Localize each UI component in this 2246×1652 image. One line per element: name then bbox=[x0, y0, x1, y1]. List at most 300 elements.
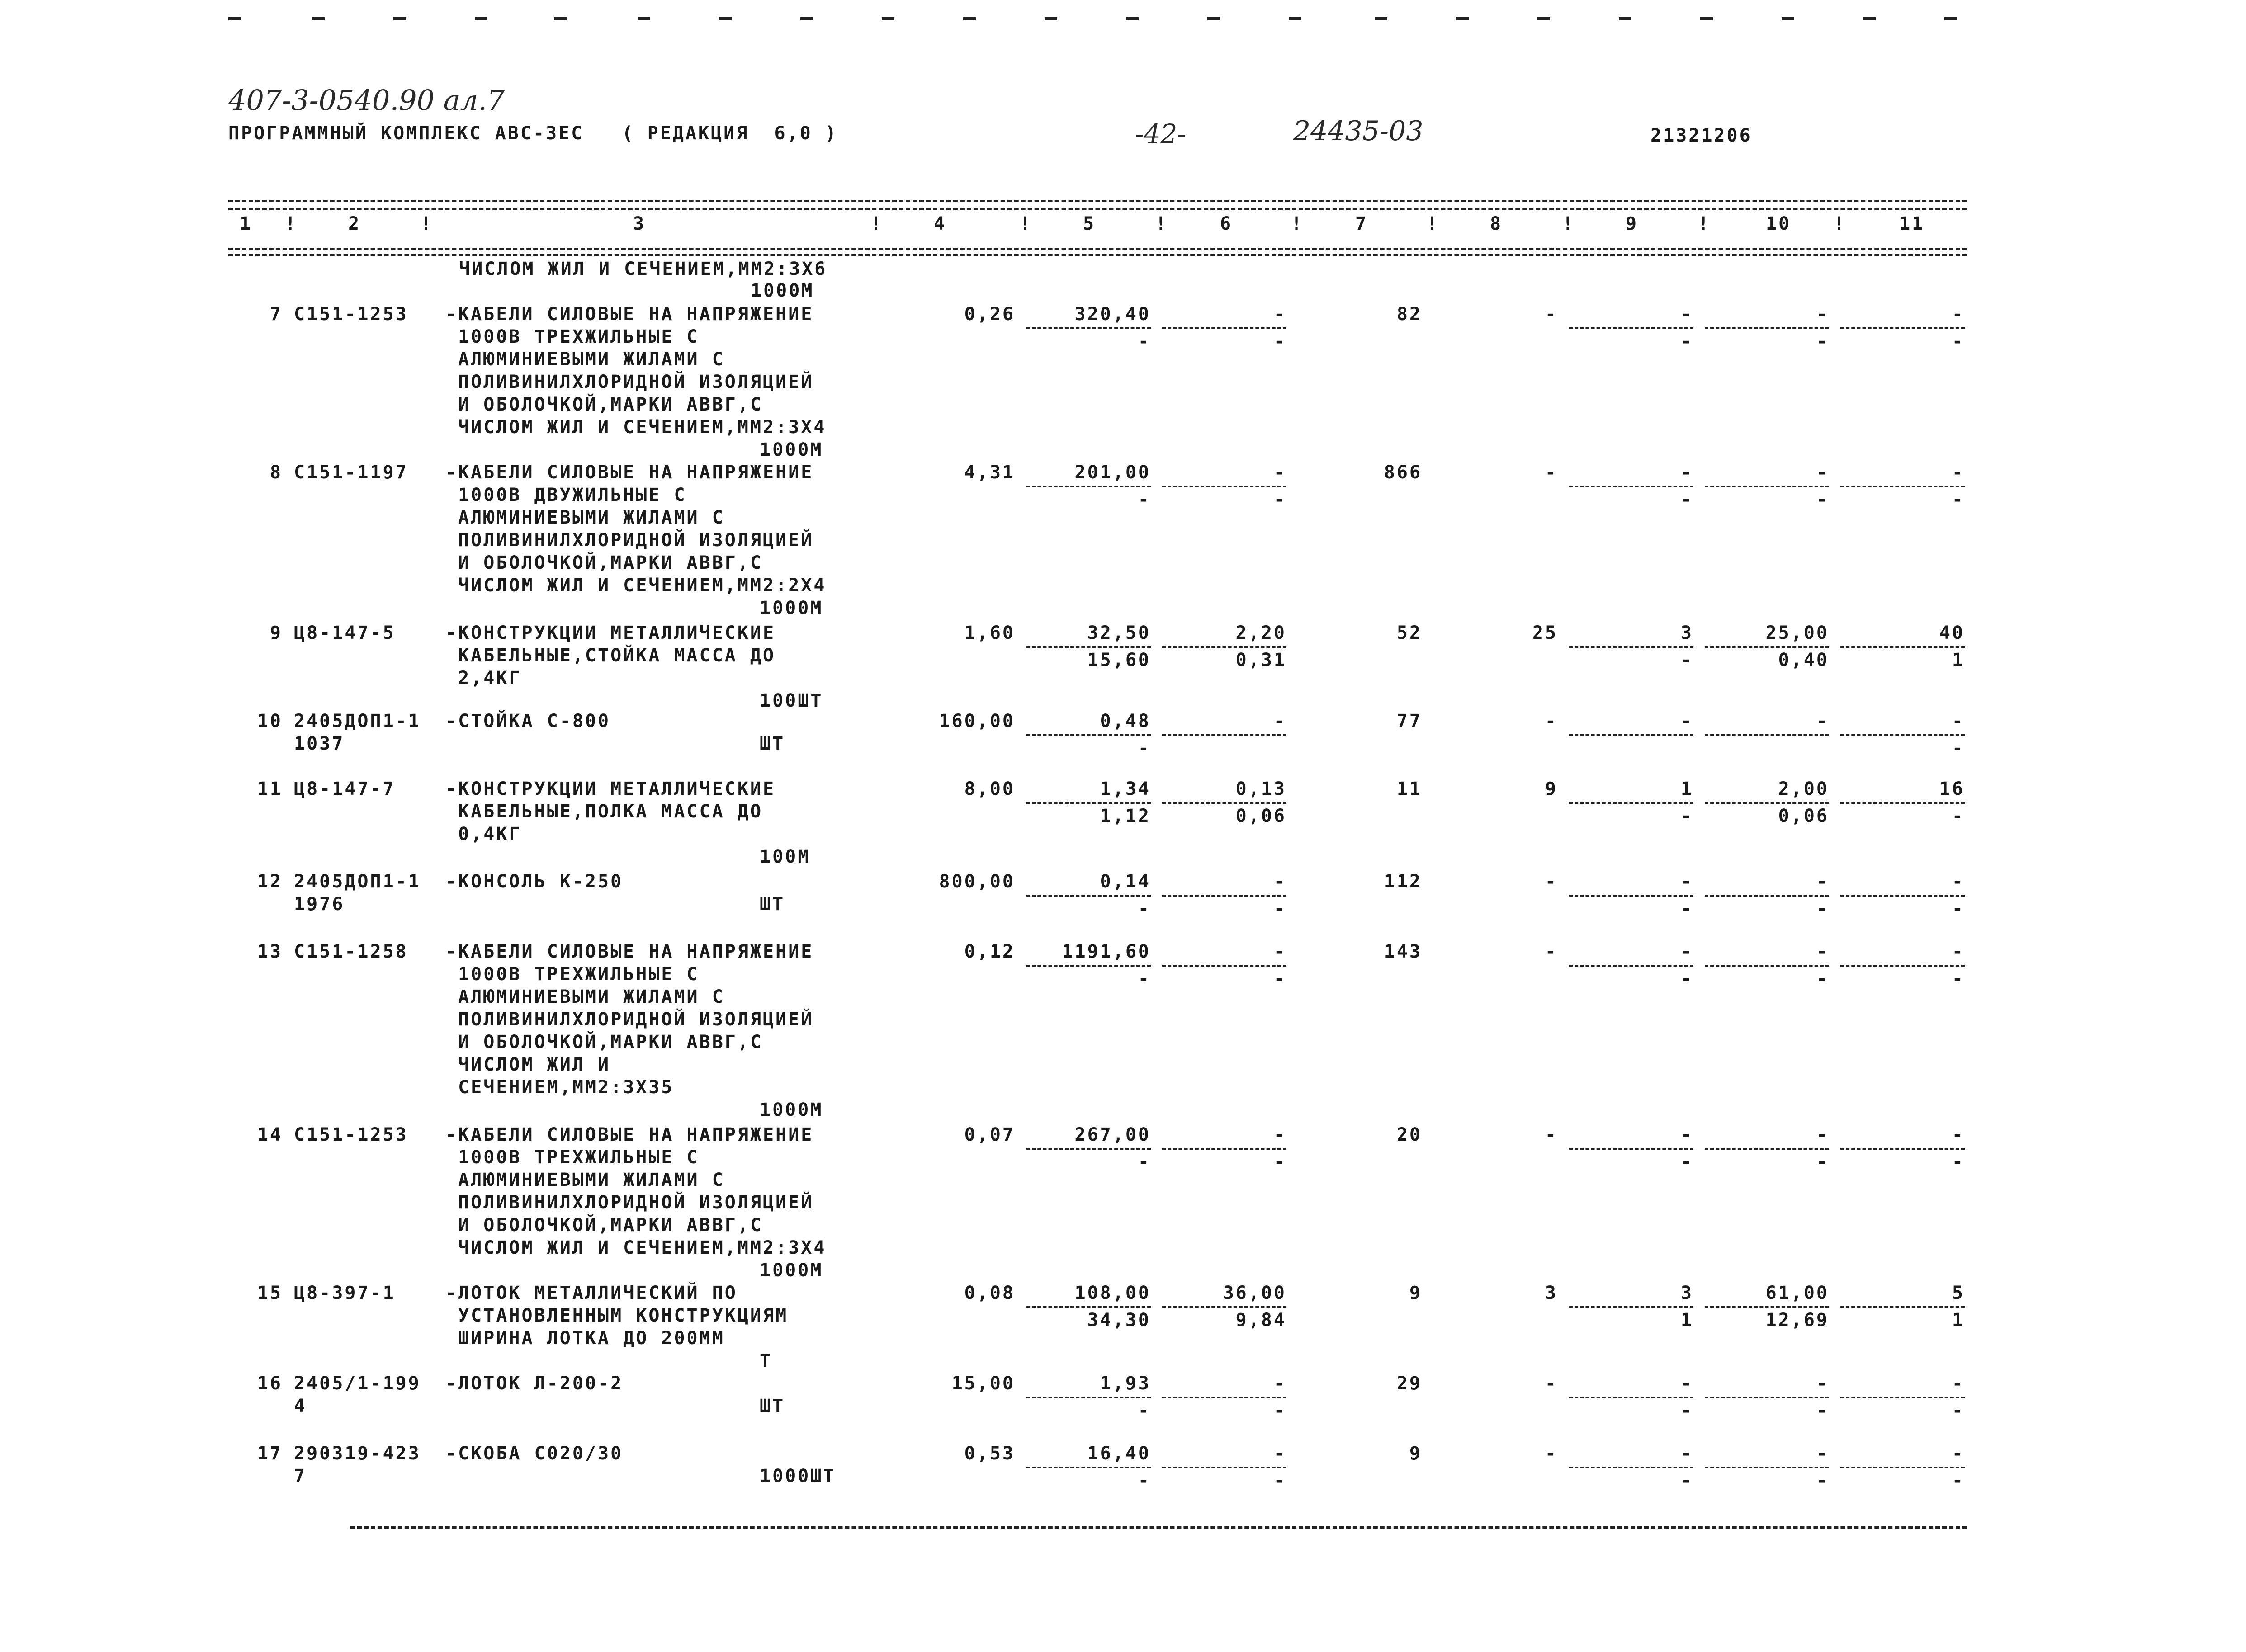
continued-unit: 1000М bbox=[751, 280, 814, 301]
cell-c8: 9 bbox=[1545, 779, 1558, 799]
edge-mark bbox=[1700, 17, 1713, 20]
cell-divider bbox=[1026, 802, 1151, 804]
cell-c9b: 1 bbox=[1680, 1310, 1693, 1331]
cell-c4: 160,00 bbox=[939, 711, 1015, 732]
cell-c5: 32,50 bbox=[1087, 623, 1151, 643]
row-description: -СТОЙКА С-800 bbox=[445, 711, 611, 732]
row-description: УСТАНОВЛЕННЫМ КОНСТРУКЦИЯМ bbox=[445, 1305, 789, 1326]
cell-c9: - bbox=[1680, 871, 1693, 892]
cell-c4: 0,07 bbox=[964, 1124, 1015, 1145]
cell-divider bbox=[1026, 734, 1151, 736]
cell-c9: 1 bbox=[1680, 779, 1693, 799]
cell-c8: - bbox=[1545, 1373, 1558, 1394]
cell-c6b: - bbox=[1273, 331, 1286, 352]
cell-c4: 0,53 bbox=[964, 1443, 1015, 1464]
cell-c7: 11 bbox=[1396, 779, 1422, 799]
column-separator: ! bbox=[1020, 213, 1033, 234]
row-code: Ц8-397-1 bbox=[294, 1283, 396, 1303]
cell-c5: 320,40 bbox=[1074, 304, 1151, 325]
cell-c7: 20 bbox=[1396, 1124, 1422, 1145]
row-description: -КАБЕЛИ СИЛОВЫЕ НА НАПРЯЖЕНИЕ bbox=[445, 304, 814, 325]
cell-c5b: 1,12 bbox=[1100, 806, 1151, 826]
column-header: 6 bbox=[1220, 213, 1233, 234]
cell-divider bbox=[1840, 895, 1965, 897]
cell-c6b: 9,84 bbox=[1235, 1310, 1286, 1331]
cell-c8: - bbox=[1545, 1124, 1558, 1145]
cell-c6b: - bbox=[1273, 898, 1286, 919]
cell-divider bbox=[1569, 1148, 1693, 1150]
cell-divider bbox=[1705, 1467, 1829, 1468]
edge-mark bbox=[1944, 17, 1957, 20]
row-description: КАБЕЛЬНЫЕ,ПОЛКА МАССА ДО bbox=[445, 801, 763, 822]
cell-c5: 16,40 bbox=[1087, 1443, 1151, 1464]
column-header: 1 bbox=[240, 213, 253, 234]
row-number: 8 bbox=[270, 462, 283, 483]
cell-divider bbox=[1840, 1397, 1965, 1398]
cell-divider bbox=[1569, 965, 1693, 967]
cell-c9b: - bbox=[1680, 331, 1693, 352]
cell-c10: - bbox=[1816, 711, 1829, 732]
row-code: 2405ДОП1-1 bbox=[294, 871, 421, 892]
column-separator: ! bbox=[870, 213, 884, 234]
cell-c6b: - bbox=[1273, 1152, 1286, 1172]
row-description: И ОБОЛОЧКОЙ,МАРКИ АВВГ,С bbox=[445, 1032, 763, 1053]
cell-c6: - bbox=[1273, 941, 1286, 962]
cell-c11b: - bbox=[1952, 738, 1965, 759]
row-description: 2,4КГ bbox=[445, 668, 522, 689]
cell-c4: 4,31 bbox=[964, 462, 1015, 483]
cell-c5: 108,00 bbox=[1074, 1283, 1151, 1303]
cell-c11b: - bbox=[1952, 806, 1965, 826]
cell-c6b: - bbox=[1273, 968, 1286, 989]
column-header: 11 bbox=[1899, 213, 1925, 234]
cell-c10: - bbox=[1816, 1443, 1829, 1464]
table-header-bottom-rule-2 bbox=[228, 254, 1967, 256]
cell-c10: 2,00 bbox=[1778, 779, 1829, 799]
cell-divider bbox=[1026, 1397, 1151, 1398]
cell-c4: 1,60 bbox=[964, 623, 1015, 643]
row-description: ЧИСЛОМ ЖИЛ И СЕЧЕНИЕМ,ММ2:2Х4 bbox=[445, 575, 827, 596]
cell-c9b: - bbox=[1680, 489, 1693, 510]
cell-c4: 0,12 bbox=[964, 941, 1015, 962]
cell-c9: - bbox=[1680, 304, 1693, 325]
cell-c11: - bbox=[1952, 462, 1965, 483]
row-description: 0,4КГ bbox=[445, 824, 522, 845]
cell-c4: 800,00 bbox=[939, 871, 1015, 892]
cell-c6b: 0,06 bbox=[1235, 806, 1286, 826]
cell-c11: 16 bbox=[1939, 779, 1965, 799]
cell-c10b: 0,06 bbox=[1778, 806, 1829, 826]
cell-divider bbox=[1569, 327, 1693, 329]
cell-c11b: 1 bbox=[1952, 1310, 1965, 1331]
handwritten-code: 24435-03 bbox=[1293, 115, 1423, 147]
cell-divider bbox=[1569, 486, 1693, 487]
cell-divider bbox=[1026, 965, 1151, 967]
cell-divider bbox=[1840, 1306, 1965, 1308]
table-bottom-rule bbox=[350, 1526, 1967, 1529]
row-description: ШИРИНА ЛОТКА ДО 200ММ bbox=[445, 1328, 725, 1349]
cell-c11b: - bbox=[1952, 1470, 1965, 1491]
row-number: 17 bbox=[257, 1443, 283, 1464]
row-description: 1000В ТРЕХЖИЛЬНЫЕ С bbox=[445, 1147, 700, 1168]
row-code: 2405ДОП1-1 bbox=[294, 711, 421, 732]
cell-divider bbox=[1705, 734, 1829, 736]
cell-divider bbox=[1705, 327, 1829, 329]
row-unit: 1000ШТ bbox=[760, 1466, 836, 1487]
cell-c9: - bbox=[1680, 462, 1693, 483]
cell-divider bbox=[1162, 1306, 1286, 1308]
cell-c10: 61,00 bbox=[1765, 1283, 1829, 1303]
column-header: 7 bbox=[1355, 213, 1368, 234]
edge-mark bbox=[1207, 17, 1220, 20]
cell-divider bbox=[1840, 1148, 1965, 1150]
cell-c7: 9 bbox=[1409, 1283, 1422, 1303]
cell-c7: 112 bbox=[1384, 871, 1422, 892]
row-unit: 100М bbox=[760, 846, 811, 867]
cell-divider bbox=[1162, 734, 1286, 736]
row-description: -СКОБА С020/30 bbox=[445, 1443, 624, 1464]
column-header: 5 bbox=[1083, 213, 1096, 234]
row-description: 1000В ДВУЖИЛЬНЫЕ С bbox=[445, 485, 687, 505]
cell-c10b: - bbox=[1816, 898, 1829, 919]
cell-divider bbox=[1705, 1306, 1829, 1308]
edge-mark bbox=[963, 17, 976, 20]
row-description: 1000В ТРЕХЖИЛЬНЫЕ С bbox=[445, 326, 700, 347]
cell-c6b: 0,31 bbox=[1235, 650, 1286, 670]
cell-c9b: - bbox=[1680, 806, 1693, 826]
cell-c9: - bbox=[1680, 941, 1693, 962]
cell-c6: - bbox=[1273, 711, 1286, 732]
cell-c9b: - bbox=[1680, 1152, 1693, 1172]
row-description: ЧИСЛОМ ЖИЛ И bbox=[445, 1054, 611, 1075]
cell-c6: - bbox=[1273, 1443, 1286, 1464]
handwritten-doc-code: 407-3-0540.90 ал.7 bbox=[228, 84, 505, 117]
column-header: 10 bbox=[1766, 213, 1792, 234]
column-separator: ! bbox=[1291, 213, 1304, 234]
edge-mark bbox=[554, 17, 567, 20]
cell-divider bbox=[1026, 1148, 1151, 1150]
cell-c7: 143 bbox=[1384, 941, 1422, 962]
cell-c11: 5 bbox=[1952, 1283, 1965, 1303]
row-description: ПОЛИВИНИЛХЛОРИДНОЙ ИЗОЛЯЦИЕЙ bbox=[445, 1009, 814, 1030]
cell-c10: 25,00 bbox=[1765, 623, 1829, 643]
cell-divider bbox=[1162, 1148, 1286, 1150]
row-code: 7 bbox=[294, 1466, 307, 1487]
cell-c5: 0,14 bbox=[1100, 871, 1151, 892]
cell-c6b: - bbox=[1273, 1400, 1286, 1421]
cell-c5b: - bbox=[1138, 1152, 1151, 1172]
cell-c11: - bbox=[1952, 304, 1965, 325]
row-description: АЛЮМИНИЕВЫМИ ЖИЛАМИ С bbox=[445, 349, 725, 370]
cell-c5b: - bbox=[1138, 738, 1151, 759]
row-unit: 1000М bbox=[760, 1100, 823, 1120]
cell-c5b: - bbox=[1138, 898, 1151, 919]
row-description: АЛЮМИНИЕВЫМИ ЖИЛАМИ С bbox=[445, 986, 725, 1007]
cell-c5: 1191,60 bbox=[1062, 941, 1151, 962]
edge-mark bbox=[800, 17, 813, 20]
cell-c4: 0,08 bbox=[964, 1283, 1015, 1303]
cell-divider bbox=[1026, 327, 1151, 329]
edge-mark bbox=[1619, 17, 1631, 20]
row-description: -КОНСТРУКЦИИ МЕТАЛЛИЧЕСКИЕ bbox=[445, 623, 776, 643]
cell-c8: - bbox=[1545, 1443, 1558, 1464]
cell-c8: - bbox=[1545, 871, 1558, 892]
row-description: 1000В ТРЕХЖИЛЬНЫЕ С bbox=[445, 964, 700, 985]
cell-c5: 1,93 bbox=[1100, 1373, 1151, 1394]
cell-divider bbox=[1162, 486, 1286, 487]
cell-c4: 0,26 bbox=[964, 304, 1015, 325]
column-header: 2 bbox=[348, 213, 361, 234]
cell-divider bbox=[1840, 646, 1965, 648]
cell-divider bbox=[1840, 802, 1965, 804]
cell-divider bbox=[1705, 1148, 1829, 1150]
row-description: КАБЕЛЬНЫЕ,СТОЙКА МАССА ДО bbox=[445, 645, 776, 666]
row-description: -КАБЕЛИ СИЛОВЫЕ НА НАПРЯЖЕНИЕ bbox=[445, 941, 814, 962]
cell-c4: 8,00 bbox=[964, 779, 1015, 799]
cell-c11b: - bbox=[1952, 489, 1965, 510]
table-header-bottom-rule bbox=[228, 248, 1967, 250]
row-number: 12 bbox=[257, 871, 283, 892]
row-unit: 1000М bbox=[760, 1260, 823, 1281]
row-description: АЛЮМИНИЕВЫМИ ЖИЛАМИ С bbox=[445, 507, 725, 528]
cell-c4: 15,00 bbox=[951, 1373, 1015, 1394]
continued-description: ЧИСЛОМ ЖИЛ И СЕЧЕНИЕМ,ММ2:3Х6 bbox=[459, 259, 827, 279]
cell-c10b: 0,40 bbox=[1778, 650, 1829, 670]
cell-c9b: - bbox=[1680, 650, 1693, 670]
cell-c6: - bbox=[1273, 1373, 1286, 1394]
column-header: 8 bbox=[1490, 213, 1503, 234]
row-unit: 100ШТ bbox=[760, 690, 823, 711]
row-number: 9 bbox=[270, 623, 283, 643]
cell-c11: - bbox=[1952, 711, 1965, 732]
edge-mark bbox=[1537, 17, 1550, 20]
cell-c10b: - bbox=[1816, 1152, 1829, 1172]
cell-c5b: - bbox=[1138, 1400, 1151, 1421]
column-header: 3 bbox=[633, 213, 646, 234]
cell-c5b: - bbox=[1138, 1470, 1151, 1491]
row-description: СЕЧЕНИЕМ,ММ2:3Х35 bbox=[445, 1077, 674, 1098]
cell-c6: - bbox=[1273, 304, 1286, 325]
cell-divider bbox=[1840, 734, 1965, 736]
column-separator: ! bbox=[1698, 213, 1711, 234]
cell-c10b: 12,69 bbox=[1765, 1310, 1829, 1331]
cell-c11b: - bbox=[1952, 968, 1965, 989]
edge-mark bbox=[638, 17, 650, 20]
cell-divider bbox=[1840, 486, 1965, 487]
cell-divider bbox=[1162, 1397, 1286, 1398]
column-separator: ! bbox=[1427, 213, 1440, 234]
row-description: -КАБЕЛИ СИЛОВЫЕ НА НАПРЯЖЕНИЕ bbox=[445, 1124, 814, 1145]
cell-divider bbox=[1705, 486, 1829, 487]
row-number: 15 bbox=[257, 1283, 283, 1303]
cell-divider bbox=[1705, 895, 1829, 897]
cell-c8: - bbox=[1545, 304, 1558, 325]
cell-c6: - bbox=[1273, 871, 1286, 892]
row-number: 10 bbox=[257, 711, 283, 732]
cell-divider bbox=[1840, 965, 1965, 967]
cell-divider bbox=[1026, 895, 1151, 897]
cell-c11: 40 bbox=[1939, 623, 1965, 643]
row-number: 14 bbox=[257, 1124, 283, 1145]
cell-c9: - bbox=[1680, 1443, 1693, 1464]
cell-c8: 3 bbox=[1545, 1283, 1558, 1303]
cell-c11: - bbox=[1952, 1124, 1965, 1145]
edge-mark bbox=[719, 17, 732, 20]
column-separator: ! bbox=[421, 213, 434, 234]
row-description: -ЛОТОК МЕТАЛЛИЧЕСКИЙ ПО bbox=[445, 1283, 738, 1303]
page-number: -42- bbox=[1135, 118, 1186, 149]
row-unit: ШТ bbox=[760, 733, 785, 754]
cell-c5b: 15,60 bbox=[1087, 650, 1151, 670]
edge-mark bbox=[312, 17, 325, 20]
cell-divider bbox=[1026, 486, 1151, 487]
cell-c5b: - bbox=[1138, 331, 1151, 352]
cell-c6b: - bbox=[1273, 489, 1286, 510]
document-id: 21321206 bbox=[1650, 125, 1752, 146]
cell-c11: - bbox=[1952, 871, 1965, 892]
row-description: ЧИСЛОМ ЖИЛ И СЕЧЕНИЕМ,ММ2:3Х4 bbox=[445, 1237, 827, 1258]
row-number: 7 bbox=[270, 304, 283, 325]
edge-mark bbox=[1289, 17, 1301, 20]
row-unit: ШТ bbox=[760, 1396, 785, 1416]
cell-c7: 77 bbox=[1396, 711, 1422, 732]
column-separator: ! bbox=[1562, 213, 1575, 234]
row-unit: 1000М bbox=[760, 598, 823, 618]
row-description: И ОБОЛОЧКОЙ,МАРКИ АВВГ,С bbox=[445, 552, 763, 573]
edge-mark bbox=[1782, 17, 1794, 20]
row-description: ПОЛИВИНИЛХЛОРИДНОЙ ИЗОЛЯЦИЕЙ bbox=[445, 372, 814, 392]
cell-divider bbox=[1162, 327, 1286, 329]
cell-c5: 267,00 bbox=[1074, 1124, 1151, 1145]
edge-mark bbox=[475, 17, 487, 20]
cell-c9: 3 bbox=[1680, 1283, 1693, 1303]
cell-divider bbox=[1705, 646, 1829, 648]
cell-divider bbox=[1026, 646, 1151, 648]
cell-c10: - bbox=[1816, 1124, 1829, 1145]
cell-c10b: - bbox=[1816, 1400, 1829, 1421]
cell-c7: 866 bbox=[1384, 462, 1422, 483]
cell-c10b: - bbox=[1816, 331, 1829, 352]
row-number: 16 bbox=[257, 1373, 283, 1394]
cell-c6: - bbox=[1273, 462, 1286, 483]
cell-divider bbox=[1705, 1397, 1829, 1398]
cell-divider bbox=[1162, 646, 1286, 648]
cell-c5b: - bbox=[1138, 968, 1151, 989]
cell-divider bbox=[1569, 1467, 1693, 1468]
cell-c9: 3 bbox=[1680, 623, 1693, 643]
cell-divider bbox=[1162, 1467, 1286, 1468]
cell-c9b: - bbox=[1680, 1470, 1693, 1491]
cell-divider bbox=[1569, 802, 1693, 804]
cell-divider bbox=[1162, 895, 1286, 897]
cell-c5: 0,48 bbox=[1100, 711, 1151, 732]
cell-c10b: - bbox=[1816, 968, 1829, 989]
column-header: 9 bbox=[1626, 213, 1639, 234]
row-unit: 1000М bbox=[760, 439, 823, 460]
cell-c5: 201,00 bbox=[1074, 462, 1151, 483]
row-code: С151-1253 bbox=[294, 1124, 408, 1145]
cell-c10: - bbox=[1816, 1373, 1829, 1394]
cell-divider bbox=[1026, 1306, 1151, 1308]
row-description: И ОБОЛОЧКОЙ,МАРКИ АВВГ,С bbox=[445, 1215, 763, 1236]
cell-c11b: - bbox=[1952, 898, 1965, 919]
cell-c9: - bbox=[1680, 1373, 1693, 1394]
edge-mark bbox=[1126, 17, 1139, 20]
cell-divider bbox=[1705, 802, 1829, 804]
column-separator: ! bbox=[285, 213, 298, 234]
column-header: 4 bbox=[934, 213, 947, 234]
cell-c10: - bbox=[1816, 941, 1829, 962]
cell-divider bbox=[1705, 965, 1829, 967]
row-description: -КОНСТРУКЦИИ МЕТАЛЛИЧЕСКИЕ bbox=[445, 779, 776, 799]
cell-c6: 0,13 bbox=[1235, 779, 1286, 799]
edge-mark bbox=[1456, 17, 1469, 20]
row-code: Ц8-147-5 bbox=[294, 623, 396, 643]
cell-divider bbox=[1569, 646, 1693, 648]
row-description: -КАБЕЛИ СИЛОВЫЕ НА НАПРЯЖЕНИЕ bbox=[445, 462, 814, 483]
row-unit: Т bbox=[760, 1350, 773, 1371]
cell-c11b: 1 bbox=[1952, 650, 1965, 670]
cell-c7: 82 bbox=[1396, 304, 1422, 325]
cell-c11b: - bbox=[1952, 331, 1965, 352]
cell-c5: 1,34 bbox=[1100, 779, 1151, 799]
row-number: 13 bbox=[257, 941, 283, 962]
cell-c9b: - bbox=[1680, 898, 1693, 919]
row-code: С151-1197 bbox=[294, 462, 408, 483]
edge-mark bbox=[1375, 17, 1387, 20]
cell-c5b: - bbox=[1138, 489, 1151, 510]
cell-c9b: - bbox=[1680, 968, 1693, 989]
cell-c6: - bbox=[1273, 1124, 1286, 1145]
cell-c8: - bbox=[1545, 711, 1558, 732]
cell-c10: - bbox=[1816, 304, 1829, 325]
cell-c6: 36,00 bbox=[1223, 1283, 1286, 1303]
table-top-rule bbox=[228, 200, 1967, 202]
cell-c8: - bbox=[1545, 462, 1558, 483]
cell-c6: 2,20 bbox=[1235, 623, 1286, 643]
row-description: ПОЛИВИНИЛХЛОРИДНОЙ ИЗОЛЯЦИЕЙ bbox=[445, 1192, 814, 1213]
cell-c11: - bbox=[1952, 1373, 1965, 1394]
cell-c7: 52 bbox=[1396, 623, 1422, 643]
row-description: ПОЛИВИНИЛХЛОРИДНОЙ ИЗОЛЯЦИЕЙ bbox=[445, 530, 814, 551]
row-code: 1976 bbox=[294, 894, 345, 915]
edge-mark bbox=[882, 17, 894, 20]
cell-c10b: - bbox=[1816, 489, 1829, 510]
cell-c7: 9 bbox=[1409, 1443, 1422, 1464]
row-code: С151-1253 bbox=[294, 304, 408, 325]
row-description: ЧИСЛОМ ЖИЛ И СЕЧЕНИЕМ,ММ2:3Х4 bbox=[445, 417, 827, 438]
cell-c10b: - bbox=[1816, 1470, 1829, 1491]
cell-c10: - bbox=[1816, 462, 1829, 483]
cell-divider bbox=[1569, 1397, 1693, 1398]
edge-mark bbox=[393, 17, 406, 20]
row-number: 11 bbox=[257, 779, 283, 799]
row-description: -КОНСОЛЬ К-250 bbox=[445, 871, 624, 892]
cell-c11b: - bbox=[1952, 1400, 1965, 1421]
row-code: Ц8-147-7 bbox=[294, 779, 396, 799]
row-description: И ОБОЛОЧКОЙ,МАРКИ АВВГ,С bbox=[445, 394, 763, 415]
row-code: 290319-423 bbox=[294, 1443, 421, 1464]
cell-c8: - bbox=[1545, 941, 1558, 962]
row-code: 2405/1-199 bbox=[294, 1373, 421, 1394]
cell-divider bbox=[1840, 327, 1965, 329]
cell-c9: - bbox=[1680, 1124, 1693, 1145]
cell-c5b: 34,30 bbox=[1087, 1310, 1151, 1331]
edge-mark bbox=[1045, 17, 1057, 20]
cell-c11: - bbox=[1952, 941, 1965, 962]
cell-c6b: - bbox=[1273, 1470, 1286, 1491]
column-separator: ! bbox=[1834, 213, 1847, 234]
